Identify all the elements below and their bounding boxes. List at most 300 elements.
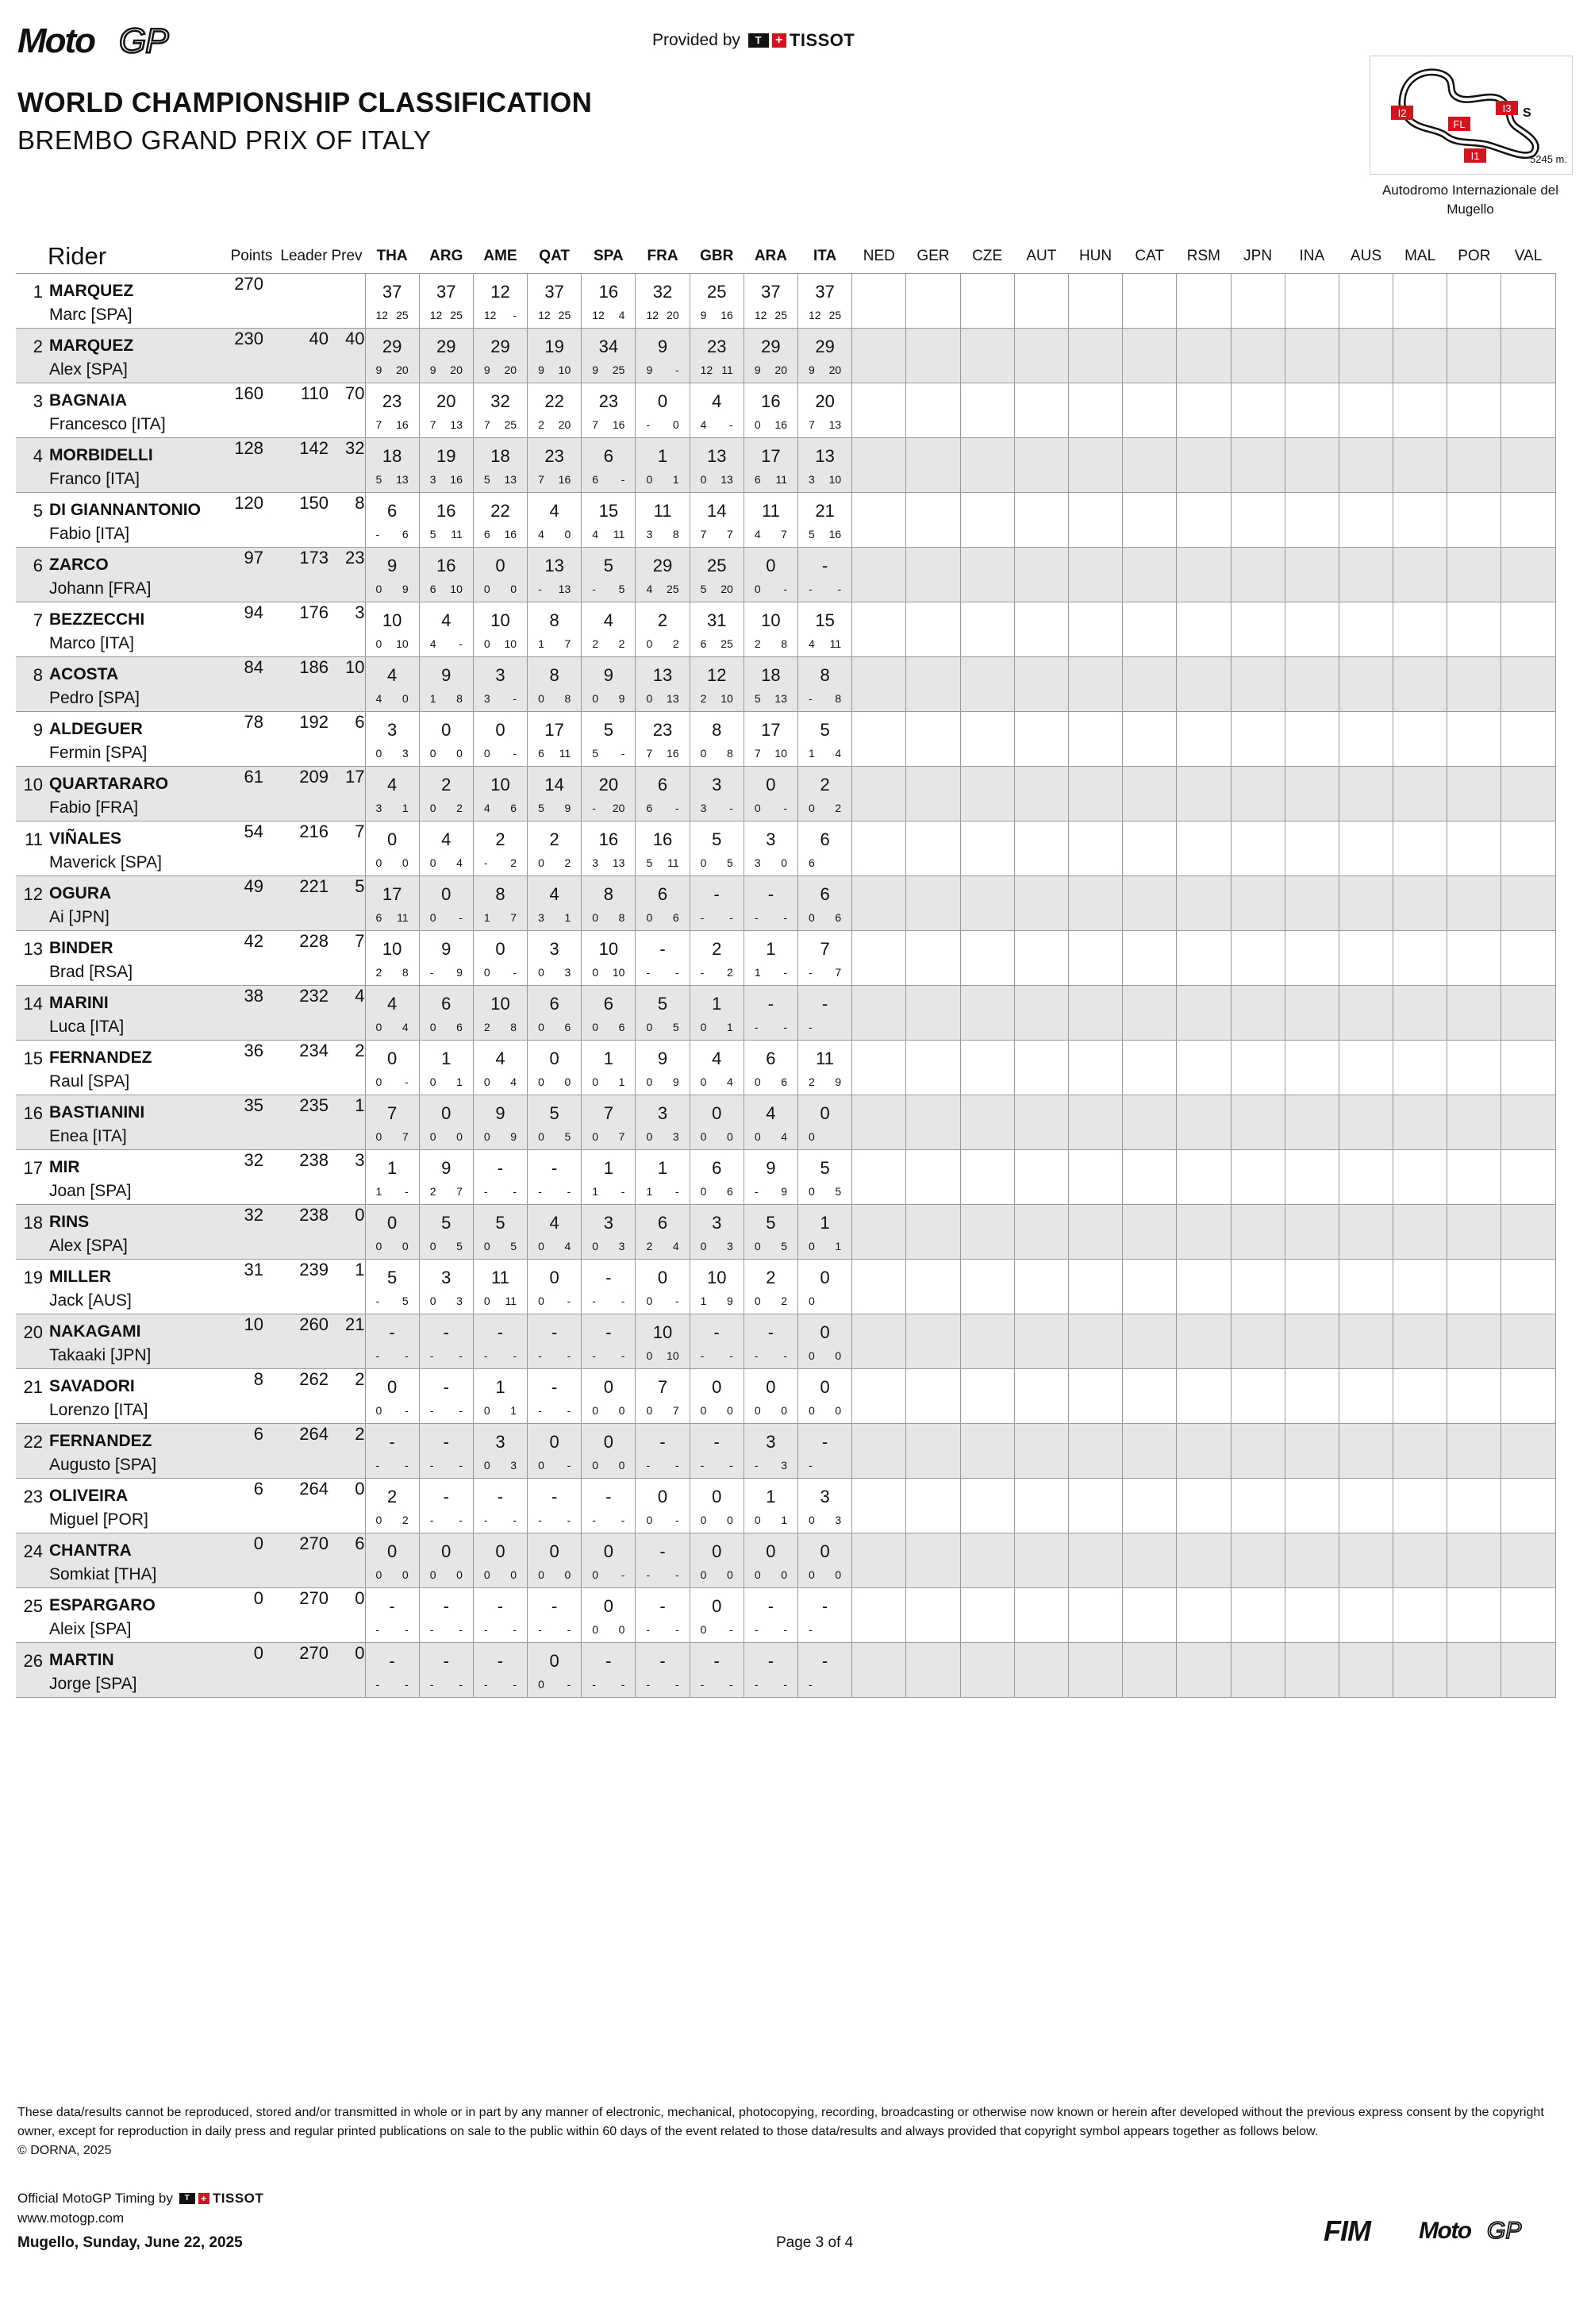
race-points-breakdown [690,1240,744,1252]
race-points-breakdown [528,473,581,486]
race-total-points: - [551,1158,558,1178]
race-result-cell [960,548,1014,602]
race-total-points: 0 [441,1541,452,1561]
race-result-cell [906,1314,960,1369]
race-total-points: - [497,1596,504,1616]
race-result-cell [473,1150,527,1205]
race-points-breakdown [636,309,689,321]
race-result-cell [1123,767,1177,821]
rider-firstname-nation: Augusto [SPA] [49,1456,157,1474]
race-result-cell [690,602,744,657]
rider-position: 8 [33,665,43,685]
sprint-points: 0 [375,1514,382,1526]
points-behind-leader: 173 [279,548,329,602]
race-total-points: 22 [544,391,564,411]
race-result-cell [1014,1205,1068,1260]
sprint-points: - [592,1349,596,1362]
rider-row [16,1205,1555,1260]
sprint-points: 0 [700,1075,707,1088]
race-result-cell [473,821,527,876]
race-result-cell [1501,1369,1555,1424]
race-points-breakdown [420,583,473,595]
race-result-cell [473,1041,527,1095]
race-result-cell [1177,1095,1231,1150]
race-points: - [405,1349,409,1362]
race-points: 0 [402,1240,409,1252]
race-total-points: - [605,1487,612,1506]
sprint-points: - [375,1623,380,1636]
race-points: - [783,1678,787,1691]
sprint-points: 4 [375,692,382,705]
sprint-points: - [592,1514,596,1526]
race-total-points: 3 [441,1268,452,1287]
sprint-points: 6 [483,528,490,541]
sprint-points: 0 [809,1514,815,1526]
fim-logo: FIM [1324,2214,1370,2247]
swiss-cross-icon: + [198,2193,209,2204]
sprint-points: 0 [429,1295,436,1307]
race-result-cell [1123,1205,1177,1260]
race-result-cell [582,1533,636,1588]
race-points-breakdown [582,1021,635,1033]
race-total-points: 6 [820,884,830,904]
race-result-cell [473,383,527,438]
race-points-breakdown [690,1075,744,1088]
race-result-cell [1285,329,1339,383]
race-result-cell [1231,1479,1285,1533]
race-points: - [674,1623,679,1636]
race-points: 6 [618,1021,625,1033]
race-total-points: 32 [652,282,673,302]
race-result-cell [1014,383,1068,438]
race-column-header: VAL [1514,248,1543,264]
race-total-points: 0 [712,1487,722,1506]
race-points-breakdown [798,309,851,321]
race-result-cell [1014,1643,1068,1698]
race-result-cell [906,1369,960,1424]
race-points: - [783,966,787,979]
race-points: - [621,1514,625,1526]
race-result-cell [1177,986,1231,1041]
sprint-points: 4 [429,637,436,650]
race-points-breakdown [528,747,581,760]
race-result-cell [528,1424,582,1479]
race-result-cell [1068,1424,1122,1479]
race-result-cell [1501,1479,1555,1533]
official-timing [17,2191,263,2207]
race-result-cell [419,1533,473,1588]
race-result-cell [906,493,960,548]
rider-row [16,1314,1555,1369]
race-result-cell [744,548,797,602]
sprint-points: 0 [483,1130,490,1143]
race-points-breakdown [528,1130,581,1143]
rider-points: 35 [224,1095,279,1150]
sprint-points: - [754,1459,759,1472]
race-result-cell [1177,548,1231,602]
race-result-cell [528,383,582,438]
rider-firstname-nation: Alex [SPA] [49,1237,128,1255]
race-result-cell [1285,1588,1339,1643]
race-result-cell [798,548,852,602]
race-result-cell [1447,274,1501,329]
race-points-breakdown [636,418,689,431]
race-result-cell [582,821,636,876]
rider-position: 20 [23,1322,43,1342]
race-result-cell [419,1588,473,1643]
race-total-points: 0 [603,1377,613,1397]
race-result-cell [1177,876,1231,931]
race-result-cell [419,1260,473,1314]
track-map [1370,56,1573,175]
race-points-breakdown [474,1240,527,1252]
race-points: 20 [828,364,842,376]
race-total-points: 4 [549,501,559,521]
race-result-cell [636,1041,690,1095]
sprint-points: 0 [809,1240,815,1252]
race-points-breakdown [636,583,689,595]
race-result-cell [798,1424,852,1479]
race-total-points: 9 [441,1158,452,1178]
race-total-points: 18 [761,665,781,685]
sprint-points: - [538,1185,542,1198]
race-points-breakdown [798,473,851,486]
race-result-cell [636,602,690,657]
rider-row [16,657,1555,712]
race-points-breakdown [636,1404,689,1417]
race-points: 8 [402,966,409,979]
sprint-points: 2 [483,1021,490,1033]
race-points-breakdown [420,1130,473,1143]
race-total-points: 16 [652,829,673,849]
race-result-cell [636,548,690,602]
race-column-header: POR [1458,248,1491,264]
sprint-points: - [483,1678,488,1691]
race-total-points: 6 [657,1213,668,1233]
race-total-points: 0 [495,720,505,740]
race-points-breakdown [798,856,851,869]
rider-surname: FERNANDEZ [49,1048,152,1067]
race-result-cell [365,1479,419,1533]
race-points: - [567,1295,571,1307]
race-points: 3 [618,1240,625,1252]
race-points: - [459,1514,463,1526]
race-points-breakdown [420,1514,473,1526]
race-points: 0 [510,1568,517,1581]
race-result-cell [528,1369,582,1424]
race-points-breakdown [528,1404,581,1417]
race-result-cell [852,493,906,548]
sprint-points: - [375,528,380,541]
race-result-cell [1447,1314,1501,1369]
race-points: 7 [781,528,787,541]
race-points: 7 [402,1130,409,1143]
sprint-points: 0 [754,1568,761,1581]
page-number: Page 3 of 4 [776,2234,854,2251]
race-result-cell [1123,1095,1177,1150]
sprint-points: 0 [483,1404,490,1417]
race-points-breakdown [582,1075,635,1088]
race-result-cell [1447,1205,1501,1260]
race-points-breakdown [474,1185,527,1198]
sprint-points: - [429,1404,434,1417]
race-total-points: 9 [657,1048,668,1068]
rider-firstname-nation: Jorge [SPA] [49,1675,137,1693]
race-points: 8 [510,1021,517,1033]
race-points: - [567,1678,571,1691]
race-points: 0 [456,1568,463,1581]
sprint-points: 2 [809,1075,815,1088]
provided-by-label: Provided by [652,31,740,49]
race-result-cell [906,274,960,329]
race-result-cell [798,493,852,548]
sprint-points: - [809,1623,813,1636]
race-points: 6 [672,911,679,924]
race-total-points: - [713,1432,720,1452]
race-total-points: 19 [544,337,564,356]
race-result-cell [419,602,473,657]
race-result-cell [473,1095,527,1150]
race-total-points: 16 [436,501,456,521]
rider-firstname-nation: Fermin [SPA] [49,744,148,762]
race-result-cell [1393,1424,1447,1479]
race-result-cell [1014,1150,1068,1205]
rider-firstname-nation: Jack [AUS] [49,1291,132,1310]
sprint-points: 9 [700,309,707,321]
race-total-points: 1 [657,446,668,466]
race-total-points: 11 [653,501,672,521]
race-total-points: 0 [657,1487,668,1506]
race-points-breakdown [474,966,527,979]
race-result-cell [365,383,419,438]
sprint-points: 7 [483,418,490,431]
rider-position: 10 [23,775,43,795]
race-total-points: 0 [549,1541,559,1561]
race-points-breakdown [798,1568,851,1581]
rider-points: 84 [224,657,279,712]
sprint-points: 3 [483,692,490,705]
sprint-points: - [538,1514,542,1526]
race-result-cell [473,767,527,821]
rider-row [16,383,1555,438]
race-result-cell [744,821,797,876]
sprint-points: 0 [429,1075,436,1088]
race-result-cell [852,821,906,876]
race-total-points: 10 [652,1322,673,1342]
sprint-points: 5 [429,528,436,541]
points-behind-leader: 40 [279,329,329,383]
sprint-points: 6 [429,583,436,595]
race-points-breakdown [744,692,797,705]
race-total-points: 32 [490,391,510,411]
race-result-cell [1123,821,1177,876]
race-points-breakdown [582,1295,635,1307]
rider-row [16,274,1555,329]
race-result-cell [852,1150,906,1205]
race-result-cell [906,1424,960,1479]
race-result-cell [1177,1588,1231,1643]
rider-position: 6 [33,556,43,575]
points-behind-leader: 262 [299,1369,329,1389]
sprint-points: 0 [809,1568,815,1581]
race-result-cell [690,876,744,931]
race-points-breakdown [744,1678,797,1691]
race-total-points: 5 [441,1213,452,1233]
points-behind-leader: 221 [279,876,329,931]
race-total-points: 0 [549,1268,559,1287]
race-total-points: 29 [382,337,402,356]
race-points-breakdown [420,856,473,869]
rider-surname: BEZZECCHI [49,610,145,629]
sprint-points: 0 [483,637,490,650]
race-result-cell [582,493,636,548]
race-result-cell [1393,329,1447,383]
race-result-cell [1339,1369,1393,1424]
sprint-points: - [375,1349,380,1362]
rider-cell [16,602,224,657]
race-result-cell [636,493,690,548]
sprint-points: - [429,1459,434,1472]
race-result-cell [636,383,690,438]
race-result-cell [1447,1643,1501,1698]
race-points: 0 [727,1514,733,1526]
race-column-header: THA [376,248,408,264]
race-points: - [621,473,625,486]
race-points: 13 [450,418,463,431]
website-link[interactable]: www.motogp.com [17,2210,125,2226]
sprint-points: 0 [538,966,544,979]
race-result-cell [473,931,527,986]
race-result-cell [1177,1150,1231,1205]
race-points-breakdown [636,747,689,760]
race-result-cell [1447,1260,1501,1314]
race-result-cell [1339,1643,1393,1698]
race-result-cell [960,1424,1014,1479]
race-total-points: - [497,1487,504,1506]
race-total-points: 2 [495,829,505,849]
race-total-points: 13 [544,556,564,575]
sprint-points: - [700,1349,705,1362]
race-points-breakdown [474,1459,527,1472]
race-points-breakdown [420,1240,473,1252]
rider-points: 8 [253,1369,263,1389]
race-total-points: - [713,884,720,904]
race-result-cell [1393,1643,1447,1698]
rider-firstname-nation: Luca [ITA] [49,1018,125,1036]
race-result-cell [906,1150,960,1205]
race-points: - [459,1349,463,1362]
race-points-breakdown [528,309,581,321]
race-total-points: 37 [436,282,456,302]
race-points-breakdown [690,528,744,541]
race-points-breakdown [744,1404,797,1417]
race-points-breakdown [798,583,851,595]
race-result-cell [1068,1205,1122,1260]
race-result-cell [636,1369,690,1424]
race-points: - [621,1295,625,1307]
race-result-cell [473,274,527,329]
race-total-points: 0 [820,1377,830,1397]
rider-cell [16,1479,224,1533]
rider-points: 230 [224,329,279,383]
rider-firstname-nation: Raul [SPA] [49,1072,130,1091]
rider-row [16,821,1555,876]
race-result-cell [690,438,744,493]
race-result-cell [582,986,636,1041]
race-column-header: CZE [972,248,1003,264]
race-points: 13 [774,692,787,705]
race-points: 25 [504,418,517,431]
race-points-breakdown [420,802,473,814]
race-result-cell [1014,1260,1068,1314]
race-result-cell [636,821,690,876]
race-points: 10 [558,364,571,376]
sprint-points: 0 [646,1295,653,1307]
race-result-cell [419,821,473,876]
race-points-breakdown [636,856,689,869]
race-result-cell [798,1314,852,1369]
rider-cell [16,767,224,821]
sprint-points: - [483,1349,488,1362]
race-result-cell [798,1041,852,1095]
sprint-points: 2 [646,1240,653,1252]
race-result-cell [1393,767,1447,821]
race-points: 0 [510,583,517,595]
race-total-points: 0 [766,1377,776,1397]
race-total-points: 3 [603,1213,613,1233]
race-total-points: - [443,1596,449,1616]
race-result-cell [1285,1533,1339,1588]
race-total-points: 9 [495,1103,505,1123]
race-result-cell [1447,438,1501,493]
race-points-breakdown [420,528,473,541]
race-points: 7 [564,637,571,650]
sprint-points: 0 [592,1459,599,1472]
race-points: 13 [396,473,409,486]
points-behind-prev: 1 [355,1260,365,1279]
rider-position: 22 [23,1432,43,1452]
race-total-points: 0 [386,1213,398,1233]
points-behind-leader: 142 [279,438,329,493]
race-points-breakdown [744,1240,797,1252]
race-result-cell [744,876,797,931]
race-points: 6 [835,911,842,924]
race-result-cell [798,1643,852,1698]
points-behind-prev: 8 [355,493,365,513]
race-result-cell [1501,1533,1555,1588]
race-total-points: - [551,1487,558,1506]
race-points-breakdown [582,1459,635,1472]
race-total-points: 0 [820,1268,830,1287]
race-result-cell [1014,931,1068,986]
race-points: 0 [564,1568,571,1581]
race-points-breakdown [582,1185,635,1198]
race-result-cell [798,383,852,438]
rider-position: 14 [23,994,43,1014]
race-points-breakdown [474,309,527,321]
race-result-cell [744,1533,797,1588]
race-result-cell [1177,1041,1231,1095]
race-result-cell [1014,1533,1068,1588]
race-result-cell [1447,1095,1501,1150]
rider-firstname-nation: Miguel [POR] [49,1510,148,1529]
race-total-points: 4 [712,391,722,411]
race-result-cell [1339,493,1393,548]
sprint-points: 0 [483,1568,490,1581]
race-points: 11 [559,747,571,760]
race-points: - [729,1349,733,1362]
race-result-cell [1231,767,1285,821]
